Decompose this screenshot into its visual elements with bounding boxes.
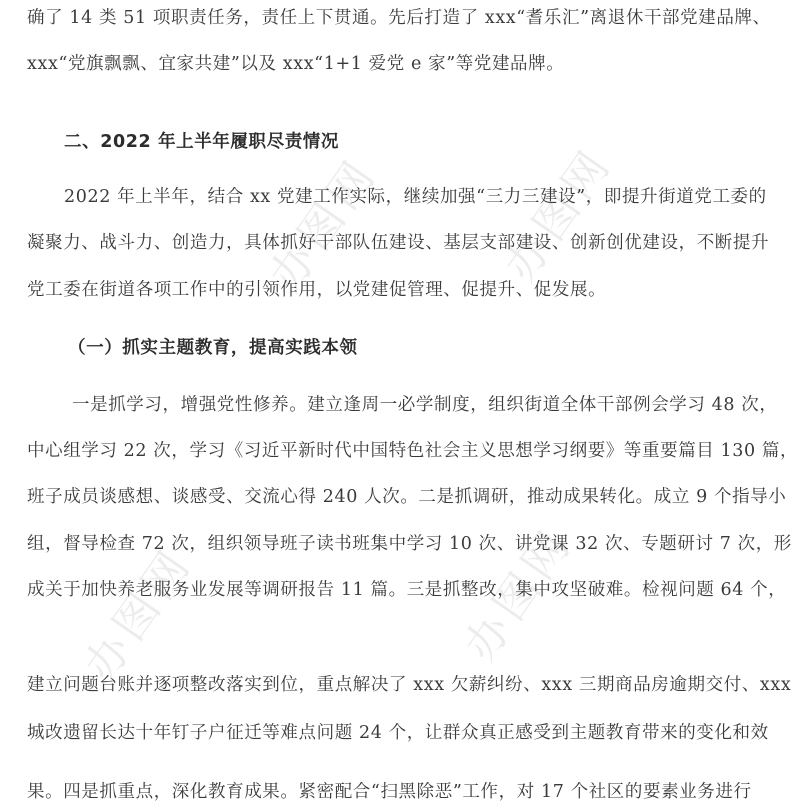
paragraph-line: xxx“党旗飘飘、宜家共建”以及 xxx“1+1 爱党 e 家”等党建品牌。 xyxy=(27,54,565,74)
watermark-text: 办图网 xyxy=(454,518,583,671)
paragraph-line: 党工委在街道各项工作中的引领作用，以党建促管理、促提升、促发展。 xyxy=(27,280,607,300)
paragraph-line: 城改遗留长达十年钉子户征迁等难点问题 24 个，让群众真正感受到主题教育带来的变化和效 xyxy=(27,723,769,743)
paragraph-line: 成关于加快养老服务业发展等调研报告 11 篇。三是抓整改，集中攻坚破难。检视问题 64 个， xyxy=(27,580,787,600)
subsection-heading: （一）抓实主题教育，提高实践本领 xyxy=(68,338,358,358)
paragraph-line: 2022 年上半年，结合 xx 党建工作实际，继续加强“三力三建设”，即提升街道党工委的 xyxy=(64,187,767,207)
paragraph-line: 中心组学习 22 次，学习《习近平新时代中国特色社会主义思想学习纲要》等重要篇目 130 篇， xyxy=(27,441,799,461)
watermark-text: 办图网 xyxy=(494,138,623,291)
paragraph-line: 确了 14 类 51 项职责任务，责任上下贯通。先后打造了 xxx“耆乐汇”离退休干部党建品牌、 xyxy=(27,8,771,28)
paragraph-line: 凝聚力、战斗力、创造力，具体抓好干部队伍建设、基层支部建设、创新创优建设，不断提升 xyxy=(27,233,770,253)
paragraph-line: 班子成员谈感想、谈感受、交流心得 240 人次。二是抓调研，推动成果转化。成立 9 个指导小 xyxy=(27,487,787,507)
section-heading: 二、2022 年上半年履职尽责情况 xyxy=(64,132,339,152)
watermark-text: 办图网 xyxy=(74,538,203,691)
paragraph-line: 果。四是抓重点，深化教育成果。紧密配合“扫黑除恶”工作，对 17 个社区的要素业务进行 xyxy=(27,782,752,802)
paragraph-line: 组，督导检查 72 次，组织领导班子读书班集中学习 10 次、讲党课 32 次、专题研讨 7 次，形 xyxy=(27,534,792,554)
watermark-text: 办图网 xyxy=(259,148,388,301)
paragraph-line: 建立问题台账并逐项整改落实到位，重点解决了 xxx 欠薪纠纷、xxx 三期商品房逾期交付、xxx xyxy=(27,675,792,695)
paragraph-line: 一是抓学习，增强党性修养。建立逢周一必学制度，组织街道全体干部例会学习 48 次， xyxy=(72,395,778,415)
